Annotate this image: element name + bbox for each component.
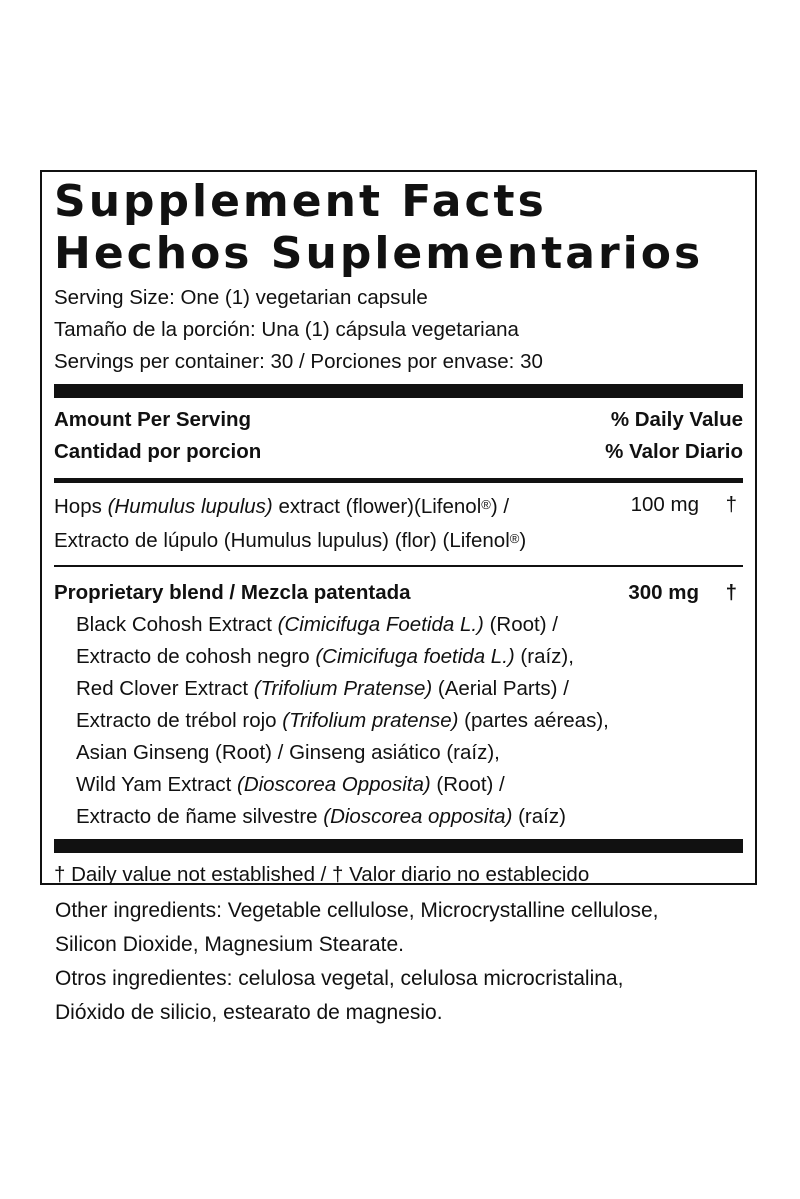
hops-dagger: † — [725, 493, 737, 516]
thick-divider — [54, 384, 743, 398]
header-row-en — [54, 404, 743, 436]
valor-diario-header: % Valor Diario — [605, 440, 743, 463]
blend-ingredient-line — [54, 673, 743, 705]
hops-spanish-close: ) — [519, 529, 527, 552]
ingredient-text: (Aerial Parts) / — [432, 677, 569, 700]
serving-size: Serving Size: One (1) vegetarian capsule — [54, 286, 428, 309]
ingredient-text: (partes aéreas), — [458, 709, 609, 732]
servings-per-container: Servings per container: 30 / Porciones por envase: 30 — [54, 350, 543, 373]
blend-ingredient-line — [54, 705, 743, 737]
blend-ingredient-line — [54, 737, 743, 769]
hops-prefix: Hops — [54, 495, 108, 518]
hops-row — [54, 489, 743, 523]
ingredient-text: Extracto de trébol rojo — [76, 709, 283, 732]
daily-value-header: % Daily Value — [610, 408, 743, 431]
header-row-es — [54, 436, 743, 468]
registered-mark: ® — [509, 531, 520, 546]
amount-per-serving: Amount Per Serving — [54, 408, 252, 431]
blend-dagger: † — [725, 581, 737, 604]
ingredient-text: (Root) / — [430, 773, 505, 796]
hops-close: ) / — [490, 495, 510, 518]
ingredient-latin: (Cimicifuga Foetida L.) — [277, 613, 484, 636]
blend-row — [54, 577, 743, 609]
ingredient-latin: (Cimicifuga foetida L.) — [315, 645, 515, 668]
blend-ingredient-line — [54, 609, 743, 641]
ingredient-text: (raíz), — [514, 645, 574, 668]
hops-suffix: extract (flower)(Lifenol — [272, 495, 482, 518]
hops-spanish-prefix: Extracto de lúpulo (Humulus lupulus) (flor) (Lifenol — [54, 529, 510, 552]
thick-divider-bottom — [54, 839, 743, 853]
ingredient-latin: (Trifolium pratense) — [282, 709, 459, 732]
medium-divider — [54, 478, 743, 483]
otros-ingredientes-line: Dióxido de silicio, estearato de magnesio. — [55, 1001, 443, 1024]
blend-ingredient-line — [54, 641, 743, 673]
ingredient-text: (raíz) — [512, 805, 566, 828]
ingredient-latin: (Dioscorea opposita) — [323, 805, 513, 828]
other-ingredients-line: Other ingredients: Vegetable cellulose, Microcrystalline cellulose, — [55, 899, 659, 922]
otros-ingredientes-line: Otros ingredientes: celulosa vegetal, celulosa microcristalina, — [55, 967, 624, 990]
ingredient-text: Wild Yam Extract — [76, 773, 237, 796]
title-english: Supplement Facts — [54, 176, 547, 227]
supplement-facts-panel — [40, 170, 757, 885]
ingredient-text: Asian Ginseng (Root) / Ginseng asiático (raíz), — [76, 741, 500, 764]
ingredient-latin: (Dioscorea Opposita) — [237, 773, 431, 796]
serving-size-spanish: Tamaño de la porción: Una (1) cápsula vegetariana — [54, 318, 519, 341]
ingredient-text: (Root) / — [483, 613, 558, 636]
ingredient-text: Extracto de cohosh negro — [76, 645, 316, 668]
hops-latin: (Humulus lupulus) — [107, 495, 273, 518]
cantidad-por-porcion: Cantidad por porcion — [54, 440, 262, 463]
ingredient-text: Black Cohosh Extract — [76, 613, 278, 636]
blend-ingredient-line — [54, 801, 743, 833]
footnote: † Daily value not established / † Valor diario no establecido — [54, 863, 590, 886]
blend-ingredient-line — [54, 769, 743, 801]
hops-amount: 100 mg — [630, 493, 699, 516]
thin-divider — [54, 565, 743, 567]
ingredient-text: Extracto de ñame silvestre — [76, 805, 324, 828]
hops-row-spanish — [54, 523, 743, 557]
blend-name: Proprietary blend / Mezcla patentada — [54, 581, 411, 604]
other-ingredients — [55, 894, 775, 1030]
title-spanish: Hechos Suplementarios — [54, 228, 704, 279]
registered-mark: ® — [481, 497, 491, 512]
other-ingredients-line: Silicon Dioxide, Magnesium Stearate. — [55, 933, 405, 956]
ingredient-latin: (Trifolium Pratense) — [253, 677, 433, 700]
ingredient-text: Red Clover Extract — [76, 677, 254, 700]
blend-amount: 300 mg — [628, 581, 699, 604]
